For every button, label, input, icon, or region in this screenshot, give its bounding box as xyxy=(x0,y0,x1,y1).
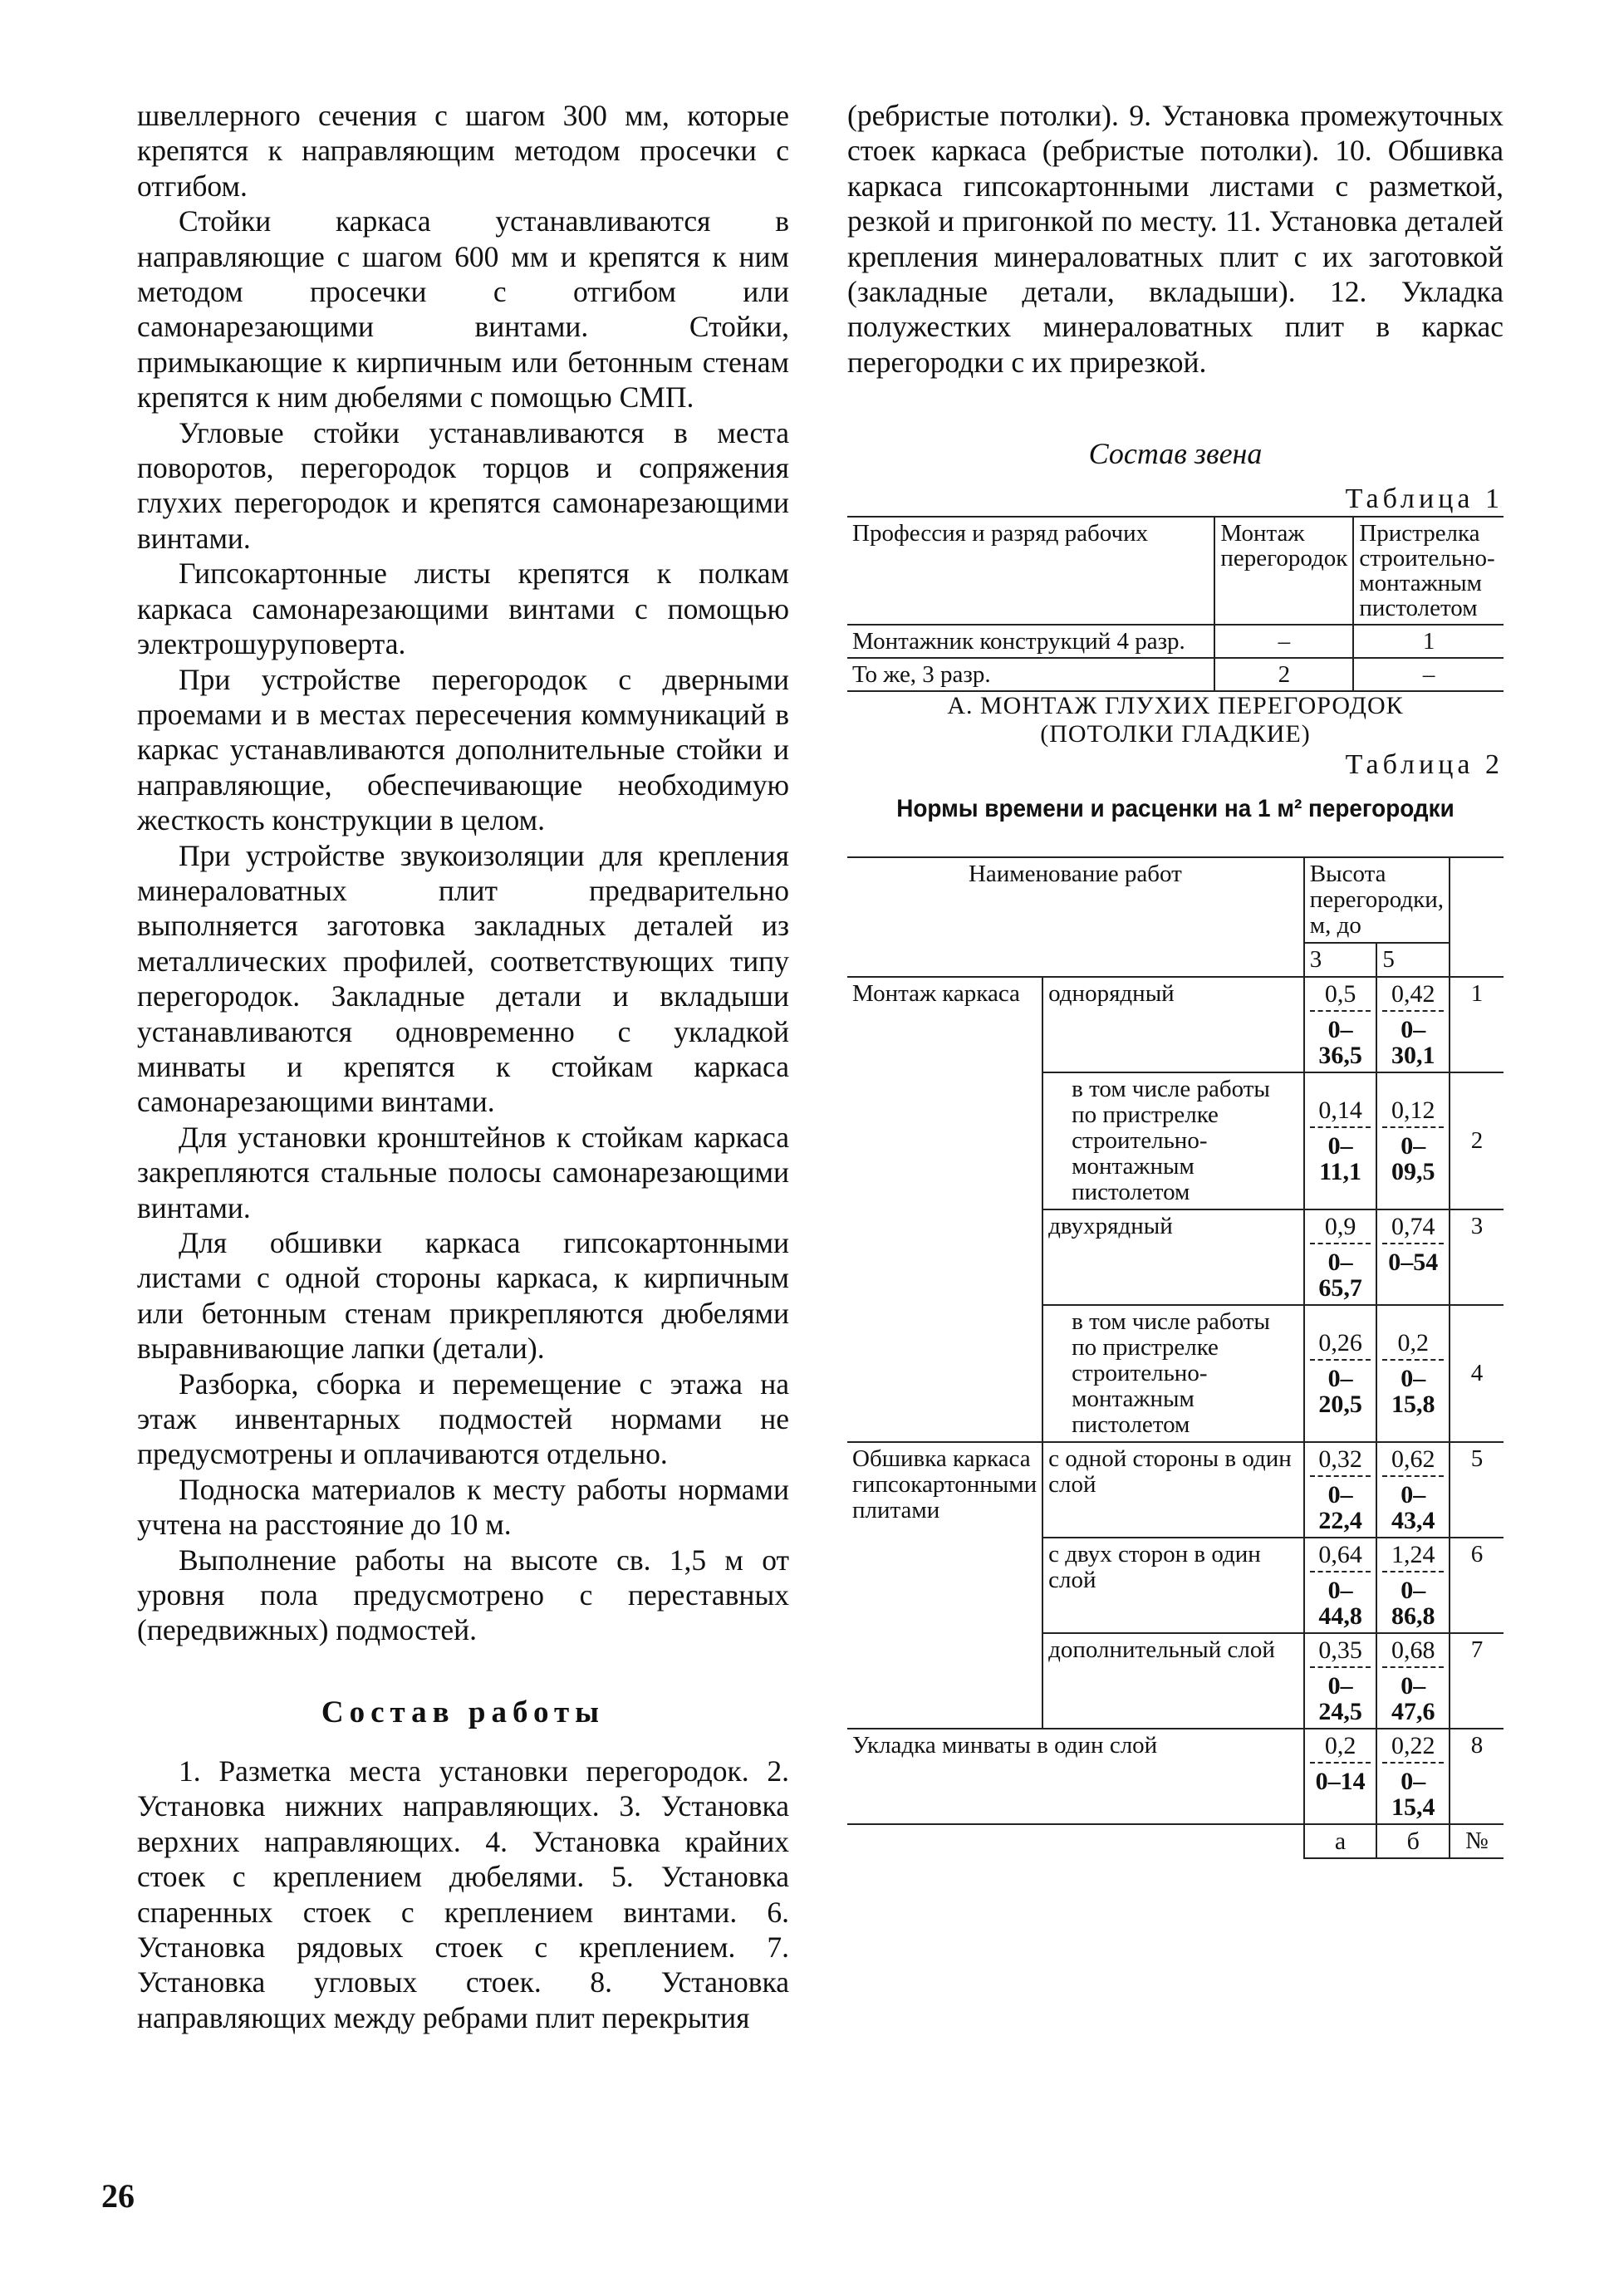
table-cell: 0,5 0–36,5 xyxy=(1304,977,1377,1072)
table-row xyxy=(847,977,1504,1072)
table-cell: 1 xyxy=(1353,625,1504,658)
table-footer-row xyxy=(847,1824,1504,1858)
paragraph: При устройстве звукоизоляции для крепления минераловатных плит предварительно выполняется заготовка закладных деталей из металлических профилей, соответствующих типу перегородок. Закладные детали и вкладыши устанавливаются одновременно с укладкой минваты и крепятся к стойкам каркаса самонарезающими винтами. xyxy=(137,838,789,1119)
table-cell: 0,74 0–54 xyxy=(1376,1209,1450,1305)
table-cell: 0,64 0–44,8 xyxy=(1304,1538,1377,1633)
row-number: 8 xyxy=(1450,1729,1504,1824)
table-cell: в том числе работы по пристрелке строительно-монтажным пистолетом xyxy=(1042,1305,1304,1442)
table-footer-cell: б xyxy=(1376,1824,1450,1858)
table-cell: 0,14 0–11,1 xyxy=(1304,1072,1377,1209)
paragraph: Гипсокартонные листы крепятся к полкам каркаса самонарезающими винтами с помощью электрошуруповерта. xyxy=(137,557,789,661)
table-footer-cell: а xyxy=(1304,1824,1377,1858)
table-cell: Монтажник конструкций 4 разр. xyxy=(847,625,1214,658)
table-cell: 0,35 0–24,5 xyxy=(1304,1633,1377,1729)
table-cell: с двух сторон в один слой xyxy=(1042,1538,1304,1633)
table-header-cell: 5 xyxy=(1376,943,1450,977)
table-group-cell: Обшивка каркаса гипсокартонными плитами xyxy=(847,1442,1042,1729)
row-number: 4 xyxy=(1450,1305,1504,1442)
table2-title: Нормы времени и расценки на 1 м² перегородки xyxy=(896,795,1454,823)
table-cell: в том числе работы по пристрелке строительно-монтажным пистолетом xyxy=(1042,1072,1304,1209)
row-number: 1 xyxy=(1450,977,1504,1072)
paragraph: При устройстве перегородок с дверными проемами и в местах пересечения коммуникаций в каркас устанавливаются дополнительные стойки и направляющие, обеспечивающие необходимую жесткость конструкции в целом. xyxy=(137,662,789,837)
table-cell: 0,68 0–47,6 xyxy=(1376,1633,1450,1729)
paragraph: Стойки каркаса устанавливаются в направляющие с шагом 600 мм и крепятся к ним методом просечки с отгибом или самонарезающими винтами. Стойки, примыкающие к кирпичным или бетонным стенам крепятся к ним дюбелями с помощью СМП. xyxy=(137,204,789,415)
table-cell: дополнительный слой xyxy=(1042,1633,1304,1729)
paragraph: Выполнение работы на высоте св. 1,5 м от уровня пола предусмотрено с переставных (передвижных) подмостей. xyxy=(137,1543,789,1647)
section-a-subtitle: (ПОТОЛКИ ГЛАДКИЕ) xyxy=(1040,720,1311,748)
table-header-cell: Монтаж перегородок xyxy=(1214,517,1353,625)
table-row xyxy=(847,1442,1504,1538)
table-cell: – xyxy=(1353,658,1504,691)
paragraph: швеллерного сечения с шагом 300 мм, которые крепятся к направляющим методом просечки с отгибом. xyxy=(137,99,789,203)
row-number: 3 xyxy=(1450,1209,1504,1305)
table-cell: 0,26 0–20,5 xyxy=(1304,1305,1377,1442)
table-cell: однорядный xyxy=(1042,977,1304,1072)
paragraph: Угловые стойки устанавливаются в места поворотов, перегородок торцов и сопряжения глухих перегородок и крепятся самонарезающими винтами. xyxy=(137,415,789,555)
section-title: Состав работы xyxy=(321,1695,606,1729)
paragraph: Подноска материалов к месту работы нормами учтена на расстояние до 10 м. xyxy=(137,1472,789,1542)
table-cell: 0,2 0–14 xyxy=(1304,1729,1377,1824)
table-row xyxy=(847,658,1504,691)
table-header-cell: Пристрелка строительно-монтажным пистолетом xyxy=(1353,517,1504,625)
table-cell: – xyxy=(1214,625,1353,658)
table-cell: 0,2 0–15,8 xyxy=(1376,1305,1450,1442)
table-header-cell: 3 xyxy=(1304,943,1377,977)
paragraph: Разборка, сборка и перемещение с этажа на этаж инвентарных подмостей нормами не предусмотрены и оплачиваются отдельно. xyxy=(137,1366,789,1471)
table-cell: Укладка минваты в один слой xyxy=(847,1729,1304,1824)
table-row xyxy=(847,625,1504,658)
table-cell xyxy=(847,1824,1304,1858)
table-cell: 0,42 0–30,1 xyxy=(1376,977,1450,1072)
table-footer-cell: № xyxy=(1450,1824,1504,1858)
table-cell: 0,62 0–43,4 xyxy=(1376,1442,1450,1538)
row-number: 7 xyxy=(1450,1633,1504,1729)
crew-table xyxy=(847,516,1504,692)
table-header-cell: Высота перегородки, м, до xyxy=(1304,857,1450,943)
norms-table xyxy=(847,856,1504,1859)
table-cell: То же, 3 разр. xyxy=(847,658,1214,691)
page-number: 26 xyxy=(101,2177,135,2215)
row-number: 6 xyxy=(1450,1538,1504,1633)
row-number: 2 xyxy=(1450,1072,1504,1209)
right-column xyxy=(847,98,1504,1859)
table-header-row xyxy=(847,857,1504,943)
left-column xyxy=(137,98,789,2035)
paragraph: Для установки кронштейнов к стойкам каркаса закрепляются стальные полосы самонарезающими винтами. xyxy=(137,1120,789,1224)
table-header-cell: Профессия и разряд рабочих xyxy=(847,517,1214,625)
table2-label: Таблица 2 xyxy=(1345,749,1504,781)
table-cell: с одной стороны в один слой xyxy=(1042,1442,1304,1538)
row-number: 5 xyxy=(1450,1442,1504,1538)
table-cell: двухрядный xyxy=(1042,1209,1304,1305)
table-cell: 2 xyxy=(1214,658,1353,691)
table-cell: 0,12 0–09,5 xyxy=(1376,1072,1450,1209)
table-row xyxy=(847,1729,1504,1824)
table-header-cell: Наименование работ xyxy=(847,857,1304,977)
table-cell: 0,32 0–22,4 xyxy=(1304,1442,1377,1538)
table-header-row xyxy=(847,517,1504,625)
work-list-continued: (ребристые потолки). 9. Установка промежуточных стоек каркаса (ребристые потолки). 10. Обшивка каркаса гипсокартонными листами с разметкой, резкой и пригонкой по месту. 11. Установка деталей крепления минераловатных плит с их заготовкой (закладные детали, вкладыши). 12. Укладка полужестких минераловатных плит в каркас перегородки с их прирезкой. xyxy=(847,99,1504,379)
table-cell: 0,22 0–15,4 xyxy=(1376,1729,1450,1824)
paragraph: Для обшивки каркаса гипсокартонными листами с одной стороны каркаса, к кирпичным или бетонным стенам прикрепляются дюбелями выравнивающие лапки (детали). xyxy=(137,1226,789,1366)
table1-label: Таблица 1 xyxy=(1345,483,1504,515)
table-header-cell xyxy=(1450,857,1504,977)
table-cell: 0,9 0–65,7 xyxy=(1304,1209,1377,1305)
table-group-cell: Монтаж каркаса xyxy=(847,977,1042,1442)
section-heading xyxy=(847,692,1504,748)
section-a-title: А. МОНТАЖ ГЛУХИХ ПЕРЕГОРОДОК xyxy=(947,692,1404,720)
table1-caption: Состав звена xyxy=(1088,437,1263,471)
work-list: 1. Разметка места установки перегородок. 2. Установка нижних направляющих. 3. Установка верхних направляющих. 4. Установка крайних стоек с креплением дюбелями. 5. Установка спаренных стоек с креплением винтами. 6. Установка рядовых стоек с креплением. 7. Установка угловых стоек. 8. Установка направляющих между ребрами плит перекрытия xyxy=(137,1754,789,2034)
table-cell: 1,24 0–86,8 xyxy=(1376,1538,1450,1633)
